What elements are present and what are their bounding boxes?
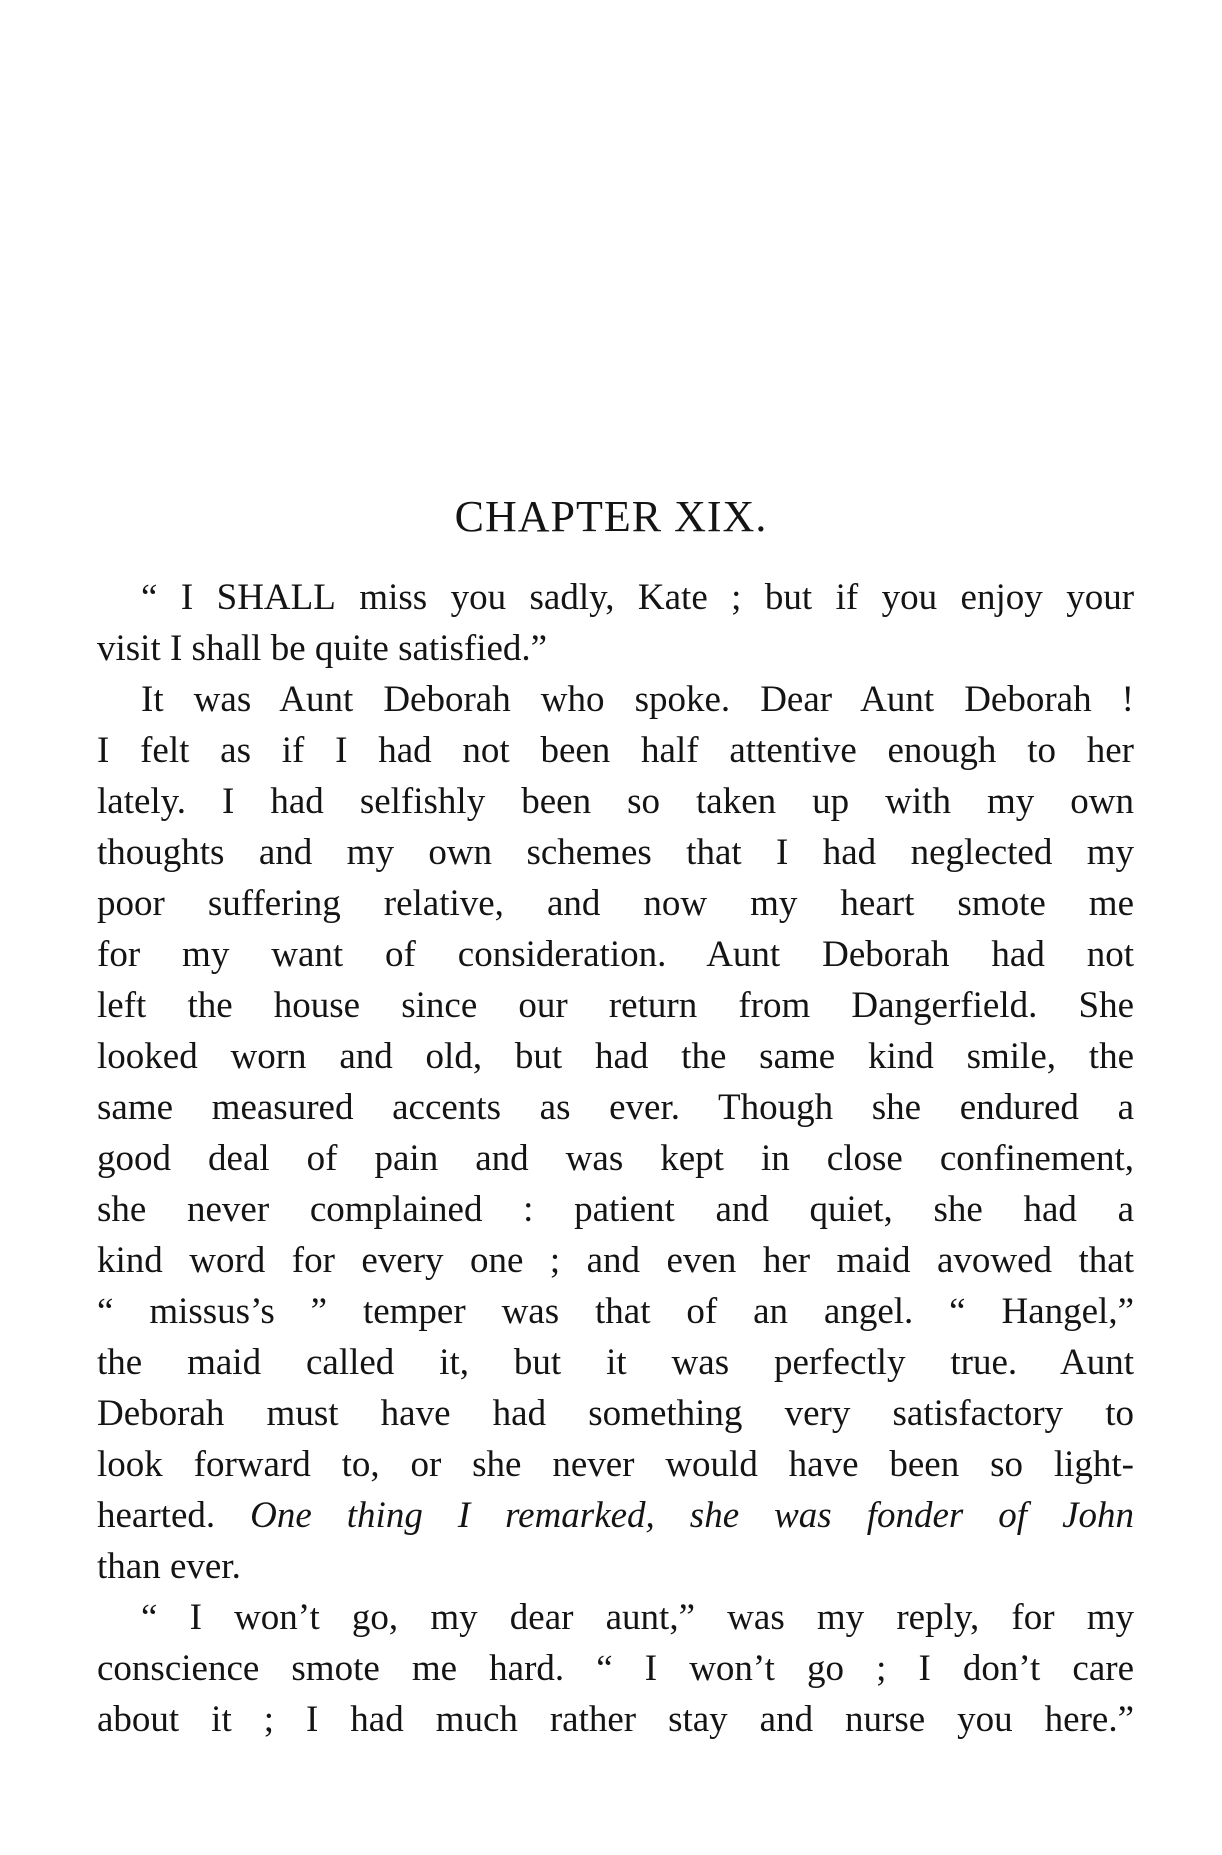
- text-line: [97, 1490, 1134, 1541]
- chapter-body: [97, 572, 1134, 1745]
- text-line: It was Aunt Deborah who spoke. Dear Aunt Deborah !: [141, 679, 1134, 720]
- text-line: I felt as if I had not been half attentive enough to her: [97, 730, 1134, 771]
- text-line: Deborah must have had something very satisfactory to: [97, 1393, 1134, 1434]
- text-line: than ever.: [97, 1546, 241, 1587]
- text-line: she never complained : patient and quiet, she had a: [97, 1189, 1134, 1230]
- text-line: lately. I had selfishly been so taken up with my own: [97, 781, 1134, 822]
- chapter-heading: CHAPTER XIX.: [454, 492, 768, 541]
- text-line: conscience smote me hard. “ I won’t go ; I don’t care: [97, 1648, 1134, 1689]
- text-line: kind word for every one ; and even her maid avowed that: [97, 1240, 1134, 1281]
- small-caps-word: SHALL: [216, 577, 336, 618]
- text-line: look forward to, or she never would have been so light-: [97, 1444, 1134, 1485]
- line-rest: miss you sadly, Kate ; but if you enjoy your: [359, 577, 1135, 618]
- italic-phrase: One thing I remarked, she was fonder of John: [250, 1495, 1134, 1536]
- line-lead: hearted.: [97, 1495, 216, 1536]
- text-line: same measured accents as ever. Though she endured a: [97, 1087, 1134, 1128]
- text-line: poor suffering relative, and now my heart smote me: [97, 883, 1134, 924]
- text-line: left the house since our return from Dangerfield. She: [97, 985, 1134, 1026]
- text-line: “ missus’s ” temper was that of an angel. “ Hangel,”: [97, 1291, 1134, 1332]
- text-line: good deal of pain and was kept in close confinement,: [97, 1138, 1134, 1179]
- text-line: about it ; I had much rather stay and nurse you here.”: [97, 1699, 1134, 1740]
- text-line: “ I won’t go, my dear aunt,” was my reply, for my: [141, 1597, 1134, 1638]
- text-line: visit I shall be quite satisfied.”: [97, 628, 548, 669]
- line-open-quote: “ I: [141, 577, 194, 618]
- text-line: [97, 572, 1134, 623]
- text-line: for my want of consideration. Aunt Deborah had not: [97, 934, 1134, 975]
- text-line: thoughts and my own schemes that I had neglected my: [97, 832, 1134, 873]
- text-line: the maid called it, but it was perfectly true. Aunt: [97, 1342, 1134, 1383]
- text-line: looked worn and old, but had the same kind smile, the: [97, 1036, 1134, 1077]
